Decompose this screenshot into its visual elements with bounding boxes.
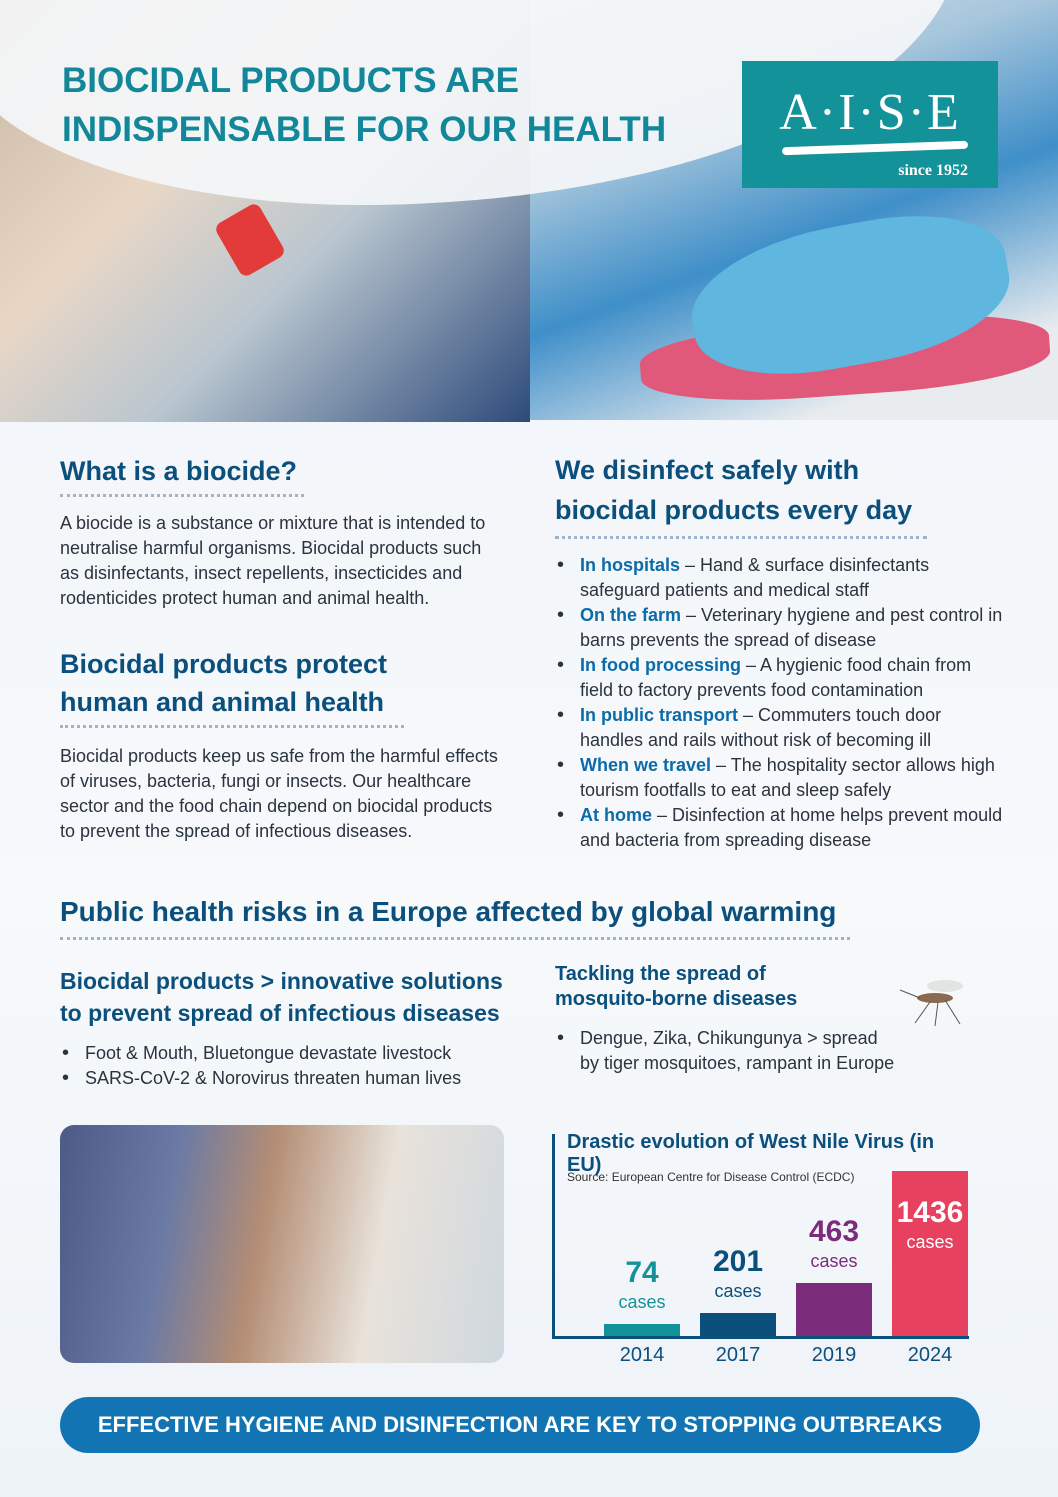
item-text: – A hygienic food chain from field to factory prevents food contamination [580, 655, 972, 700]
bar-2019 [796, 1283, 872, 1336]
list-item: • Dengue, Zika, Chikungunya > spread by tiger mosquitoes, rampant in Europe [555, 1026, 895, 1076]
list-item [555, 653, 1005, 703]
x-axis [552, 1336, 969, 1339]
protect-heading: Biocidal products protect human and animal health [60, 649, 388, 717]
item-text: – Disinfection at home helps prevent mould and bacteria from spreading disease [580, 805, 1003, 850]
divider [60, 937, 850, 940]
protect-section: Biocidal products protect human and animal health Biocidal products keep us safe from the harmful effects of viruses, bacteria, fungi or insects. Our healthcare sector and the food chain depend on biocidal products to prevent the spread of infectious diseases. [60, 645, 500, 844]
item-label: On the farm [580, 605, 682, 625]
x-tick-label: 2014 [619, 1344, 665, 1366]
cases-label: cases [714, 1280, 762, 1301]
divider [60, 494, 304, 497]
data-label: 74 [625, 1256, 659, 1289]
list-item: • Foot & Mouth, Bluetongue devastate livestock [60, 1041, 510, 1066]
item-label: In hospitals [580, 555, 681, 575]
divider [60, 725, 404, 728]
innovation-list [60, 1041, 510, 1091]
biocide-section: What is a biocide? A biocide is a substance or mixture that is intended to neutralise harmful organisms. Biocidal products such as disinfectants, insect repellents, insecticides and rodenticides protect human and animal health. [60, 452, 500, 611]
risks-heading: Public health risks in a Europe affected by global warming [60, 896, 837, 927]
disinfect-heading: We disinfect safely with biocidal products every day [555, 455, 913, 525]
item-label: In food processing [580, 655, 742, 675]
bar-2014 [604, 1324, 680, 1336]
list-item [555, 753, 1005, 803]
biocide-heading: What is a biocide? [60, 456, 298, 486]
mosquito-icon [890, 968, 975, 1028]
item-label: At home [580, 805, 652, 825]
cases-label: cases [906, 1232, 954, 1252]
risks-section [60, 893, 850, 940]
aise-logo: A·I·S·E since 1952 [742, 61, 998, 188]
list-item: • SARS-CoV-2 & Norovirus threaten human lives [60, 1066, 510, 1091]
mosquito-block [555, 962, 895, 1076]
list-item [555, 803, 1005, 853]
chart-source: Source: European Centre for Disease Control (ECDC) [567, 1170, 855, 1184]
mosquito-heading: Tackling the spread of mosquito-borne diseases [555, 963, 798, 1010]
disinfect-list [555, 553, 1005, 853]
chart-title: Drastic evolution of West Nile Virus (in EU) [567, 1131, 935, 1176]
list-item [555, 703, 1005, 753]
divider [555, 536, 927, 539]
cases-label: cases [810, 1250, 858, 1271]
disinfect-section [555, 452, 1005, 853]
data-label: 201 [712, 1244, 764, 1278]
bottom-banner: EFFECTIVE HYGIENE AND DISINFECTION ARE KEY TO STOPPING OUTBREAKS [60, 1397, 980, 1453]
page-title: BIOCIDAL PRODUCTS ARE INDISPENSABLE FOR OUR HEALTH [62, 61, 667, 149]
list-item [555, 553, 1005, 603]
handwashing-photo [60, 1125, 504, 1363]
item-label: In public transport [580, 705, 739, 725]
x-tick-label: 2024 [907, 1344, 953, 1366]
list-item [555, 603, 1005, 653]
item-text: – The hospitality sector allows high tourism footfalls to eat and sleep safely [580, 755, 995, 800]
innovation-block [60, 965, 510, 1091]
item-label: When we travel [580, 755, 712, 775]
cases-label: cases [618, 1292, 666, 1312]
bar-2017 [700, 1313, 776, 1336]
mosquito-list [555, 1026, 895, 1076]
data-label: 463 [808, 1214, 860, 1248]
y-axis [552, 1134, 555, 1338]
innovation-heading: Biocidal products > innovative solutions to prevent spread of infectious diseases [60, 968, 503, 1026]
item-text: – Commuters touch door handles and rails without risk of becoming ill [580, 705, 942, 750]
west-nile-chart [552, 1128, 972, 1368]
item-text: – Veterinary hygiene and pest control in barns prevents the spread of disease [580, 605, 1003, 650]
x-tick-label: 2019 [811, 1344, 857, 1366]
data-label: 1436 [896, 1196, 964, 1229]
x-tick-label: 2017 [715, 1344, 761, 1366]
item-text: – Hand & surface disinfectants safeguard patients and medical staff [580, 555, 930, 600]
